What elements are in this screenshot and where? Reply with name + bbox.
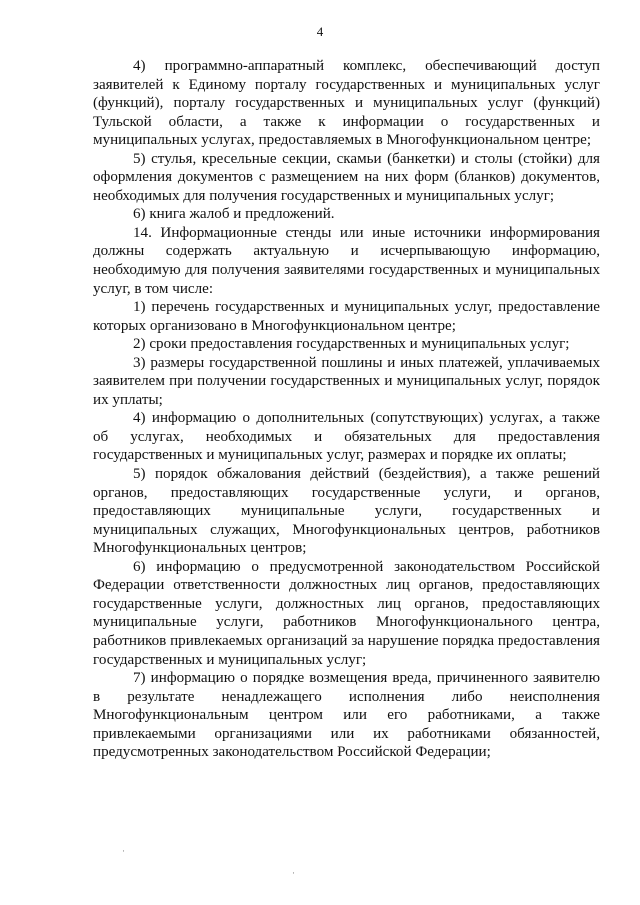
paragraph-item-4-hardware-complex: 4) программно-аппаратный комплекс, обеспечивающий доступ заявителей к Единому порталу государственных и муниципальных услуг (функций), порталу государственных и муниципальных услуг (функций) Тульской области, а также к информации о государственных и муниципальных услугах, предоставляемых в Многофункциональном центре; xyxy=(93,58,600,149)
paragraph-list-item-5: 5) порядок обжалования действий (бездействия), а также решений органов, предоставляющих государственные услуги, и органов, предоставляющих муниципальные услуги, государственных и муниципальных служащих, Многофункциональных центров, работников Многофункциональных центров; xyxy=(93,466,600,557)
paragraph-list-item-3: 3) размеры государственной пошлины и иных платежей, уплачиваемых заявителем при получении государственных и муниципальных услуг, порядок их уплаты; xyxy=(93,354,600,408)
paragraph-list-item-7: 7) информацию о порядке возмещения вреда, причиненного заявителю в результате ненадлежащего исполнения либо неисполнения Многофункциональным центром или его работниками, а также привлекаемыми организациями или их работниками обязанностей, предусмотренных законодательством Российской Федерации; xyxy=(93,670,600,761)
scan-artifact-mark: · xyxy=(122,846,125,856)
scan-artifact-mark: · xyxy=(292,868,295,878)
paragraph-item-6-complaints-book: 6) книга жалоб и предложений. xyxy=(133,206,335,223)
paragraph-list-item-6: 6) информацию о предусмотренной законодательством Российской Федерации ответственности должностных лиц органов, предоставляющих государственные услуги, должностных лиц органов, предоставляющих муниципальные услуги, работников Многофункционального центра, работников привлекаемых организаций за нарушение порядка предоставления государственных и муниципальных услуг; xyxy=(93,558,600,668)
document-body xyxy=(93,57,600,762)
paragraph-list-item-1: 1) перечень государственных и муниципальных услуг, предоставление которых организовано в Многофункциональном центре; xyxy=(93,299,600,334)
paragraph-list-item-2: 2) сроки предоставления государственных и муниципальных услуг; xyxy=(133,336,570,353)
paragraph-item-5-furniture: 5) стулья, кресельные секции, скамьи (банкетки) и столы (стойки) для оформления документов с размещением на них форм (бланков) документов, необходимых для получения государственных и муниципальных услуг; xyxy=(93,150,600,204)
page-number: 4 xyxy=(316,24,324,39)
paragraph-list-item-4: 4) информацию о дополнительных (сопутствующих) услугах, а также об услугах, необходимых и обязательных для предоставления государственных и муниципальных услуг, размерах и порядке их оплаты; xyxy=(93,410,600,464)
paragraph-section-14: 14. Информационные стенды или иные источники информирования должны содержать актуальную и исчерпывающую информацию, необходимую для получения заявителями государственных и муниципальных услуг, в том числе: xyxy=(93,224,600,297)
